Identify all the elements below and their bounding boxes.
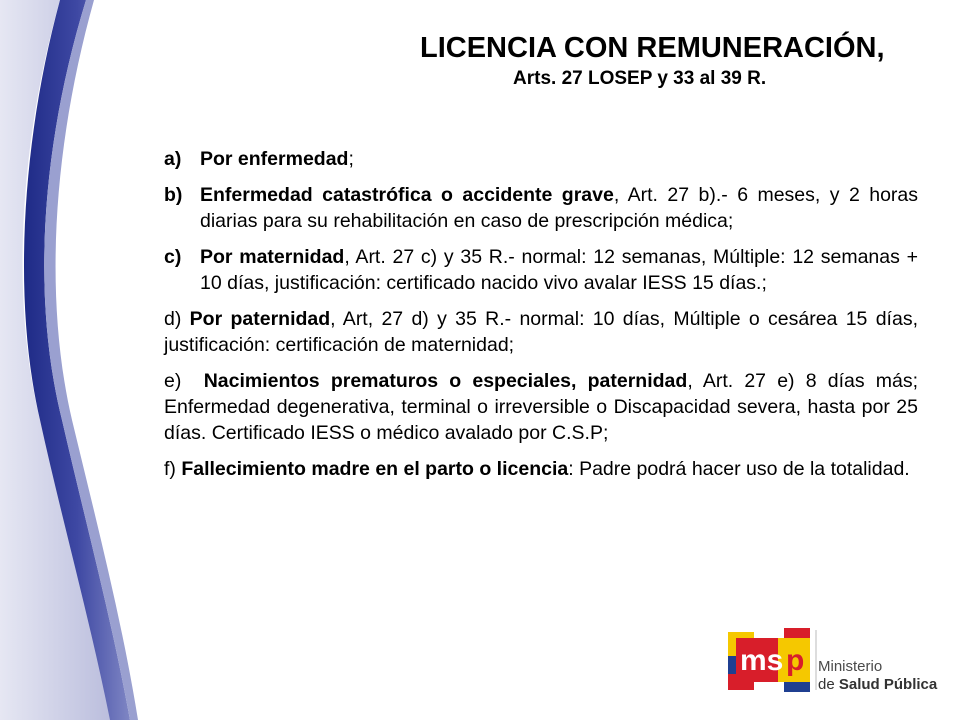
decorative-wave [0,0,140,720]
logo-line-2-pre: de [818,676,839,693]
item-text: : Padre podrá hacer uso de la totalidad. [568,458,910,480]
page-subtitle: Arts. 27 LOSEP y 33 al 39 R. [513,68,767,89]
list-item-a [164,146,918,172]
list-marker: a) [164,148,182,170]
item-text: , Art. 27 c) y 35 R.- normal: 12 semanas, Múltiple: 12 semanas + 10 días, justificación: certificado nacido vivo avalar IESS 15 días.; [200,246,918,294]
list-marker: b) [164,184,183,206]
list-item-e [164,368,918,446]
list-item-c [164,244,918,296]
item-text: , Art. 27 b).- 6 meses, y 2 horas diarias para su rehabilitación en caso de prescripción médica; [200,184,919,232]
list-item-b [164,182,918,234]
logo-line-2-bold: Salud Pública [838,676,938,693]
content-list [164,146,918,492]
item-heading: Fallecimiento madre en el parto o licencia [181,458,569,480]
list-item-f [164,456,918,482]
item-text: , Art. 27 e) 8 días más; Enfermedad degenerativa, terminal o irreversible o Discapacidad severa, hasta por 25 días. Certificado IESS o médico avalado por C.S.P; [164,370,919,444]
list-item-d [164,306,918,358]
logo-mark-text: ms [740,644,784,677]
title-block [380,30,940,92]
list-marker: d) [164,308,182,330]
item-heading: Por maternidad [200,246,345,268]
page-title: LICENCIA CON REMUNERACIÓN, [420,32,885,64]
item-text: , Art, 27 d) y 35 R.- normal: 10 días, Múltiple o cesárea 15 días, justificación: certificación de maternidad; [164,308,918,356]
item-text: ; [348,148,354,170]
item-heading: Enfermedad catastrófica o accidente grave [200,184,614,206]
item-heading: Nacimientos prematuros o especiales, paternidad [203,370,688,392]
item-heading: Por enfermedad [200,148,349,170]
logo-wordmark [818,658,937,694]
svg-text:p: p [786,644,805,677]
list-marker: e) [164,370,182,392]
logo-line-1: Ministerio [818,658,883,675]
list-marker: f) [164,458,176,480]
list-marker: c) [164,246,182,268]
item-heading: Por paternidad [189,308,331,330]
